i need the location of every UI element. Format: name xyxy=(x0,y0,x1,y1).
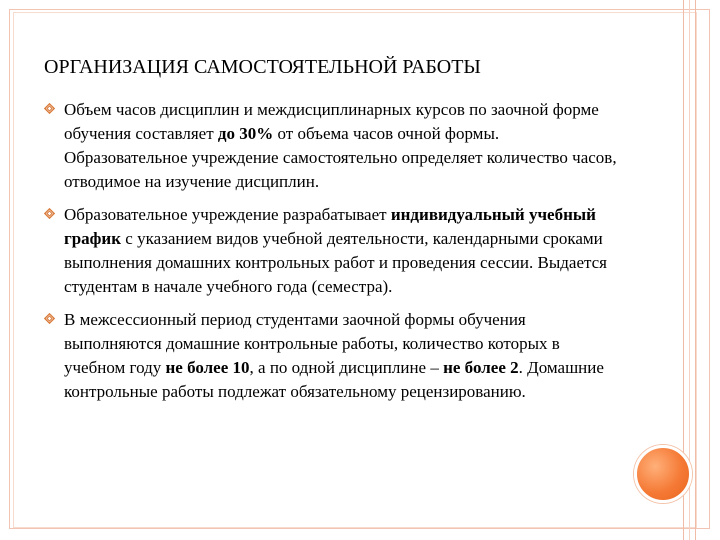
hollow-diamond-bullet-icon xyxy=(44,208,55,219)
bullet-text-part: от объема часов очной формы. Образовательное учреждение самостоятельно определяет количество часов, отводимое на изучение дисциплин. xyxy=(64,124,617,191)
hollow-diamond-bullet-icon xyxy=(44,103,55,114)
bullet-text-part: с указанием видов учебной деятельности, календарными сроками выполнения домашних контрольных работ и проведения сессии. Выдается студентам в начале учебного года (семестра). xyxy=(64,229,607,296)
bullet-text xyxy=(64,98,624,194)
bullet-text-part: . Домашние контрольные работы подлежат обязательному рецензированию. xyxy=(64,358,604,401)
slide-title: ОРГАНИЗАЦИЯ САМОСТОЯТЕЛЬНОЙ РАБОТЫ xyxy=(44,56,481,78)
bullet-text xyxy=(64,203,624,299)
decorative-vertical-line xyxy=(695,0,696,540)
bullet-item xyxy=(44,98,624,194)
bullet-text-bold: не более 2 xyxy=(443,358,519,377)
decorative-orange-circle xyxy=(634,445,692,503)
bullet-text-part: Объем часов дисциплин и междисциплинарных курсов по заочной форме обучения составляет xyxy=(64,100,599,143)
hollow-diamond-bullet-icon xyxy=(44,313,55,324)
bullet-item xyxy=(44,308,624,404)
bullet-text-part: В межсессионный период студентами заочной формы обучения выполняются домашние контрольные работы, количество которых в учебном году xyxy=(64,310,560,377)
bullet-item xyxy=(44,203,624,299)
bullet-list xyxy=(44,98,624,413)
bullet-text xyxy=(64,308,624,404)
bullet-text-part: , а по одной дисциплине – xyxy=(249,358,444,377)
bullet-text-bold: не более 10 xyxy=(165,358,250,377)
bullet-text-part: Образовательное учреждение разрабатывает xyxy=(64,205,391,224)
decorative-vertical-line xyxy=(689,0,690,540)
bullet-text-bold: до 30% xyxy=(217,124,274,143)
bullet-text-bold: индивидуальный учебный график xyxy=(64,205,596,248)
